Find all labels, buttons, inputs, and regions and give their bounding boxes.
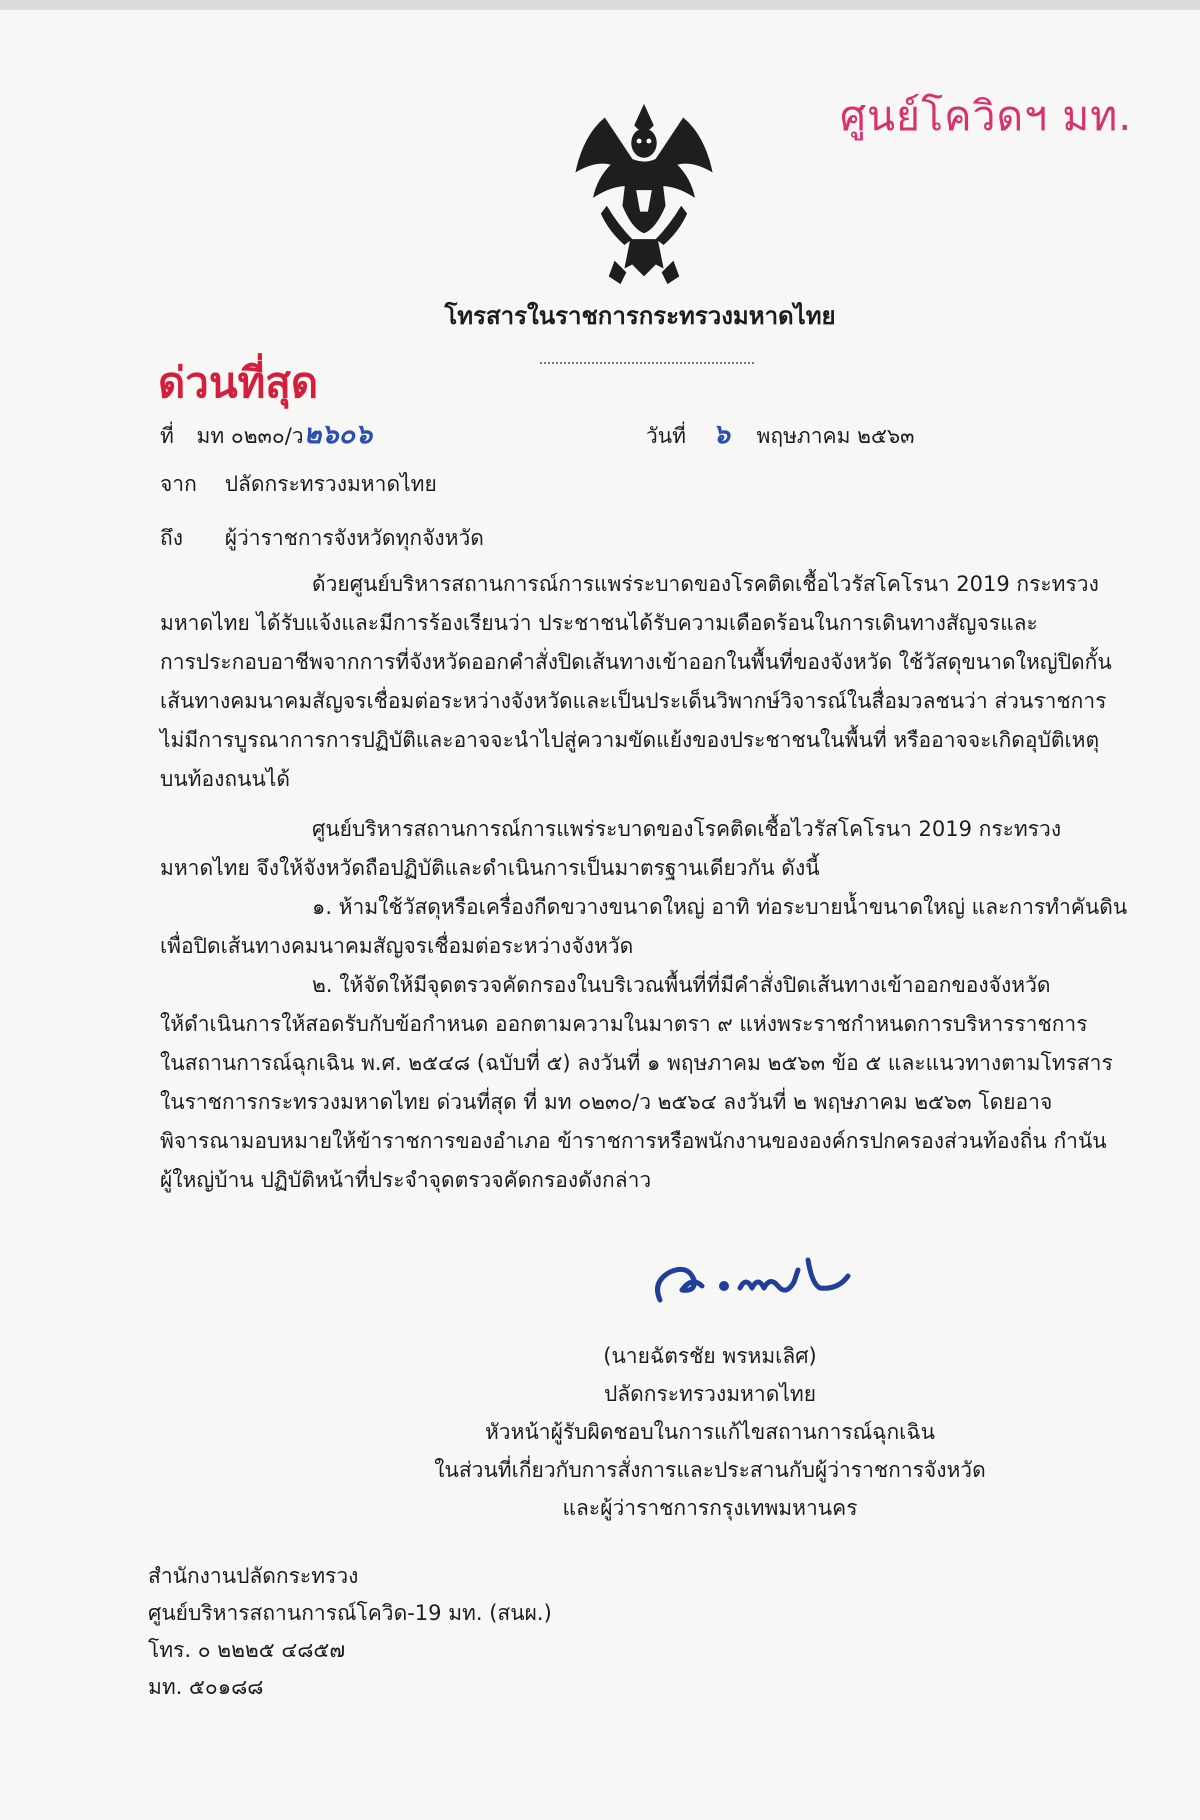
paragraph-line: ศูนย์บริหารสถานการณ์การแพร่ระบาดของโรคติดเชื้อไวรัสโคโรนา 2019 กระทรวง	[312, 817, 1062, 841]
from-value: ปลัดกระทรวงมหาดไทย	[224, 472, 437, 496]
signatory-block	[400, 1337, 1020, 1527]
paragraph-line: มหาดไทย ได้รับแจ้งและมีการร้องเรียนว่า ประชาชนได้รับความเดือดร้อนในการเดินทางสัญจรและ	[160, 611, 1038, 635]
reference-handwritten: ๒๖๐๖	[303, 419, 373, 450]
urgency-label: ด่วนที่สุด	[158, 358, 319, 407]
document-type: โทรสารในราชการกระทรวงมหาดไทย	[444, 302, 836, 330]
list-item-2: ๒. ให้จัดให้มีจุดตรวจคัดกรองในบริเวณพื้นที่ที่มีคำสั่งปิดเส้นทางเข้าออกของจังหวัด	[312, 973, 1051, 997]
reference-number	[160, 412, 372, 455]
top-edge	[0, 0, 1200, 10]
signatory-title: และผู้ว่าราชการกรุงเทพมหานคร	[562, 1496, 858, 1520]
reference-printed: มท ๐๒๓๐/ว	[196, 424, 304, 448]
footer-center: ศูนย์บริหารสถานการณ์โควิด-19 มท. (สนผ.)	[148, 1601, 552, 1625]
date-day: ๖	[712, 419, 730, 450]
footer-code: มท. ๕๐๑๘๘	[148, 1675, 264, 1699]
signatory-title: ปลัดกระทรวงมหาดไทย	[603, 1382, 817, 1406]
date-month-year: พฤษภาคม ๒๕๖๓	[756, 424, 915, 448]
signatory-title: หัวหน้าผู้รับผิดชอบในการแก้ไขสถานการณ์ฉุกเฉิน	[484, 1420, 936, 1444]
paragraph-line: ไม่มีการบูรณาการการปฏิบัติและอาจจะนำไปสู่ความขัดแย้งของประชาชนในพื้นที่ หรืออาจจะเกิดอุบัติเหตุ	[160, 728, 1100, 752]
paragraph-line: ให้ดำเนินการให้สอดรับกับข้อกำหนด ออกตามความในมาตรา ๙ แห่งพระราชกำหนดการบริหารราชการ	[160, 1012, 1088, 1036]
dotted-underline	[540, 362, 754, 364]
paragraph-line: บนท้องถนนได้	[160, 767, 291, 791]
to-value: ผู้ว่าราชการจังหวัดทุกจังหวัด	[224, 526, 484, 550]
signatory-name: (นายฉัตรชัย พรหมเลิศ)	[603, 1344, 817, 1368]
document-date	[646, 412, 915, 455]
date-label: วันที่	[646, 424, 686, 448]
from-label: จาก	[160, 472, 197, 496]
reference-label: ที่	[160, 424, 174, 448]
from-line	[160, 468, 437, 501]
to-line	[160, 522, 484, 555]
garuda-emblem-icon	[546, 96, 742, 292]
list-item-1: ๑. ห้ามใช้วัสดุหรือเครื่องกีดขวางขนาดใหญ่ อาทิ ท่อระบายน้ำขนาดใหญ่ และการทำคันดิน	[312, 895, 1128, 919]
paragraph-line: พิจารณามอบหมายให้ข้าราชการของอำเภอ ข้าราชการหรือพนักงานขององค์กรปกครองส่วนท้องถิ่น กำนัน	[160, 1129, 1107, 1153]
paragraph-line: เพื่อปิดเส้นทางคมนาคมสัญจรเชื่อมต่อระหว่างจังหวัด	[160, 934, 634, 958]
footer-office: สำนักงานปลัดกระทรวง	[148, 1564, 359, 1588]
paragraph-line: การประกอบอาชีพจากการที่จังหวัดออกคำสั่งปิดเส้นทางเข้าออกในพื้นที่ของจังหวัด ใช้วัสดุขนาดใหญ่ปิดกั้น	[160, 650, 1112, 674]
paragraph-2	[160, 810, 1127, 1200]
paragraph-line: ผู้ใหญ่บ้าน ปฏิบัติหน้าที่ประจำจุดตรวจคัดกรองดังกล่าว	[160, 1168, 652, 1192]
handwritten-signature	[644, 1246, 874, 1316]
paragraph-line: มหาดไทย จึงให้จังหวัดถือปฏิบัติและดำเนินการเป็นมาตรฐานเดียวกัน ดังนี้	[160, 856, 820, 880]
to-label: ถึง	[160, 526, 183, 550]
paragraph-line: ในราชการกระทรวงมหาดไทย ด่วนที่สุด ที่ มท ๐๒๓๐/ว ๒๕๖๔ ลงวันที่ ๒ พฤษภาคม ๒๕๖๓ โดยอาจ	[160, 1090, 1053, 1114]
pink-stamp: ศูนย์โควิดฯ มท.	[840, 92, 1133, 140]
paragraph-line: ด้วยศูนย์บริหารสถานการณ์การแพร่ระบาดของโรคติดเชื้อไวรัสโคโรนา 2019 กระทรวง	[312, 572, 1099, 596]
paragraph-1	[160, 565, 1112, 799]
footer-phone: โทร. ๐ ๒๒๒๕ ๔๘๕๗	[148, 1638, 346, 1662]
signatory-title: ในส่วนที่เกี่ยวกับการสั่งการและประสานกับผู้ว่าราชการจังหวัด	[434, 1458, 986, 1482]
footer-contact	[148, 1558, 552, 1706]
paragraph-line: ในสถานการณ์ฉุกเฉิน พ.ศ. ๒๕๔๘ (ฉบับที่ ๕) ลงวันที่ ๑ พฤษภาคม ๒๕๖๓ ข้อ ๕ และแนวทางตามโทรสาร	[160, 1051, 1113, 1075]
paragraph-line: เส้นทางคมนาคมสัญจรเชื่อมต่อระหว่างจังหวัดและเป็นประเด็นวิพากษ์วิจารณ์ในสื่อมวลชนว่า ส่วนราชการ	[160, 689, 1107, 713]
